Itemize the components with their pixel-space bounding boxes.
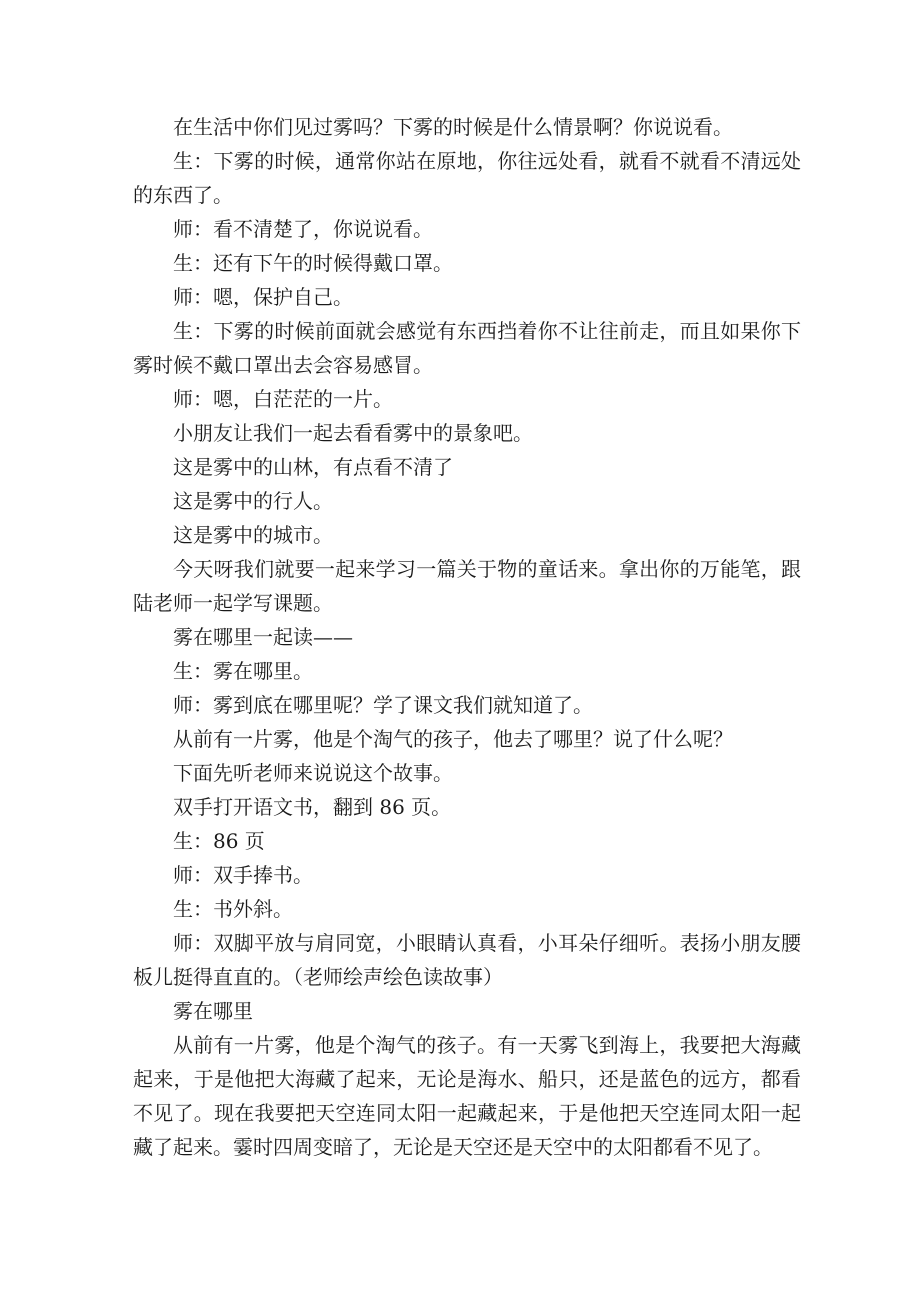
paragraph: 生：雾在哪里。	[173, 659, 313, 683]
paragraph: 生：下雾的时候前面就会感觉有东西挡着你不让往前走，而且如果你下雾时候不戴口罩出去会容易感冒。	[133, 319, 801, 377]
paragraph: 师：雾到底在哪里呢？学了课文我们就知道了。	[173, 693, 593, 717]
paragraph: 从前有一片雾，他是个淘气的孩子，他去了哪里？说了什么呢？	[173, 727, 733, 751]
paragraph: 生：下雾的时候，通常你站在原地，你往远处看，就看不就看不清远处的东西了。	[133, 149, 801, 207]
paragraph: 师：双脚平放与肩同宽，小眼睛认真看，小耳朵仔细听。表扬小朋友腰板儿挺得直直的。（老师绘声绘色读故事）	[133, 931, 801, 989]
paragraph: 今天呀我们就要一起来学习一篇关于物的童话来。拿出你的万能笔，跟陆老师一起学写课题。	[133, 557, 801, 615]
paragraph: 在生活中你们见过雾吗？下雾的时候是什么情景啊？你说说看。	[173, 115, 733, 139]
document-body	[133, 110, 801, 1164]
paragraph: 这是雾中的城市。	[173, 523, 333, 547]
paragraph: 师：嗯，保护自己。	[173, 285, 353, 309]
paragraph: 生：书外斜。	[173, 897, 293, 921]
paragraph: 下面先听老师来说说这个故事。	[173, 761, 453, 785]
paragraph: 小朋友让我们一起去看看雾中的景象吧。	[173, 421, 533, 445]
paragraph: 这是雾中的行人。	[173, 489, 333, 513]
paragraph: 从前有一片雾，他是个淘气的孩子。有一天雾飞到海上，我要把大海藏起来，于是他把大海藏了起来，无论是海水、船只，还是蓝色的远方，都看不见了。现在我要把天空连同太阳一起藏起来，于是他把天空连同太阳一起藏了起来。霎时四周变暗了，无论是天空还是天空中的太阳都看不见了。	[133, 1033, 801, 1159]
paragraph: 生：还有下午的时候得戴口罩。	[173, 251, 453, 275]
paragraph: 生：86 页	[173, 829, 265, 853]
paragraph: 师：嗯，白茫茫的一片。	[173, 387, 393, 411]
section-title: 雾在哪里	[173, 999, 253, 1023]
paragraph: 雾在哪里一起读——	[173, 625, 353, 649]
paragraph: 双手打开语文书，翻到 86 页。	[173, 795, 452, 819]
paragraph: 师：看不清楚了，你说说看。	[173, 217, 433, 241]
paragraph: 这是雾中的山林，有点看不清了	[173, 455, 453, 479]
paragraph: 师：双手捧书。	[173, 863, 313, 887]
